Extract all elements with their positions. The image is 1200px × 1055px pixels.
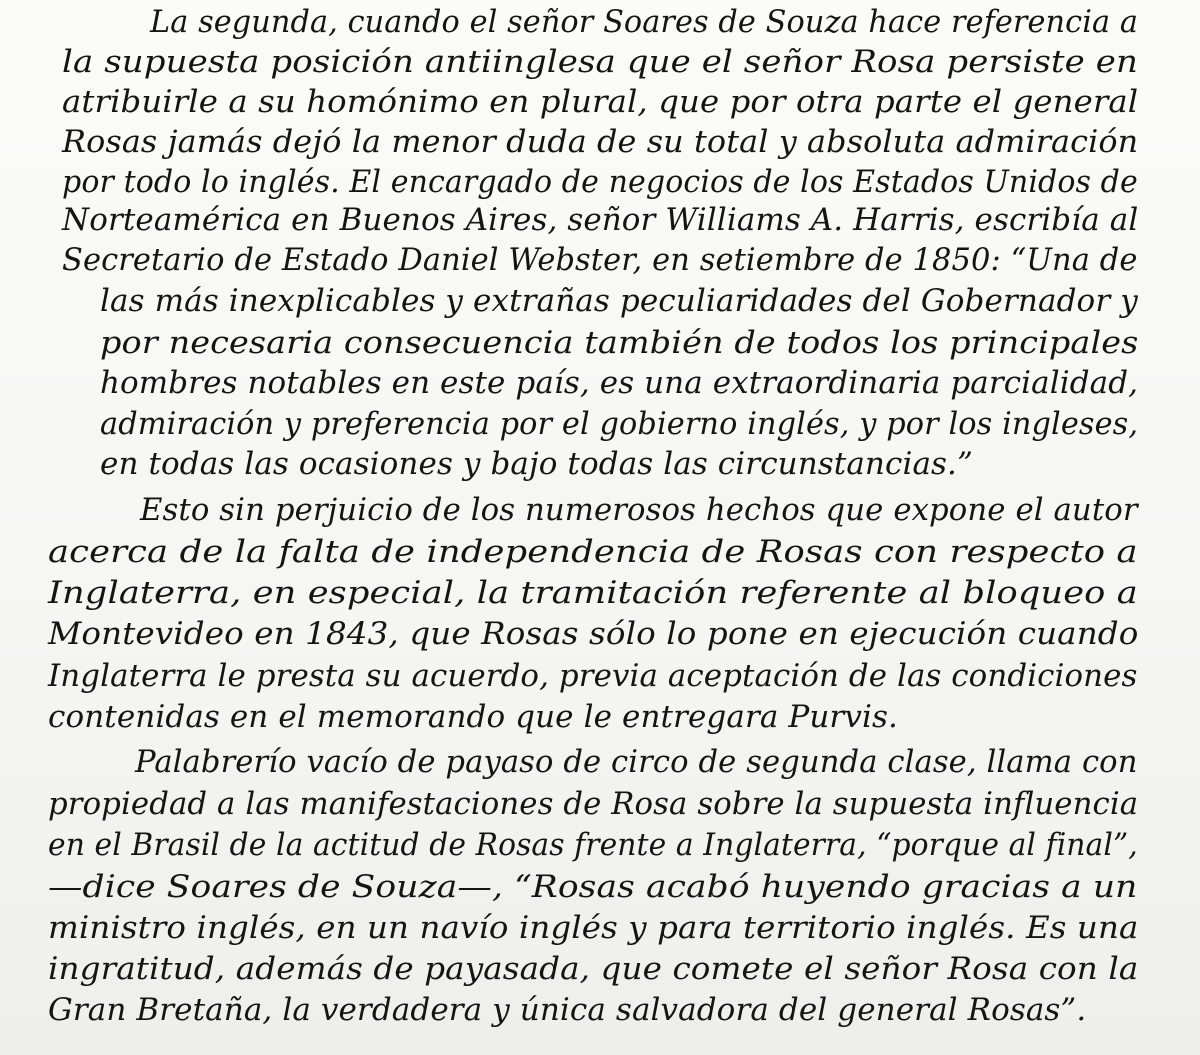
text-line: atribuirle a su homónimo en plural, que por otra parte el general (62, 84, 1139, 120)
text-line: ministro inglés, en un navío inglés y para territorio inglés. Es una (48, 910, 1139, 946)
text-line: Palabrerío vacío de payaso de circo de segunda clase, llama con (135, 744, 1138, 780)
quote-line: las más inexplicables y extrañas peculiaridades del Gobernador y (100, 283, 1138, 319)
text-line: en el Brasil de la actitud de Rosas frente a Inglaterra, “porque al final”, (48, 827, 1138, 863)
text-line: ingratitud, además de payasada, que comete el señor Rosa con la (48, 951, 1139, 987)
text-line: acerca de la falta de independencia de Rosas con respecto a (48, 534, 1138, 570)
text-line: la supuesta posición antiinglesa que el señor Rosa persiste en (62, 44, 1138, 80)
quote-line: por necesaria consecuencia también de todos los principales (100, 325, 1139, 361)
text-line: Montevideo en 1843, que Rosas sólo lo pone en ejecución cuando (48, 616, 1139, 652)
text-line: Norteamérica en Buenos Aires, señor Williams A. Harris, escribía al (62, 202, 1139, 238)
text-line: contenidas en el memorando que le entregara Purvis. (48, 699, 898, 735)
text-line: La segunda, cuando el señor Soares de Souza hace referencia a (150, 4, 1139, 40)
text-line: Rosas jamás dejó la menor duda de su total y absoluta admiración (62, 124, 1139, 160)
text-line: propiedad a las manifestaciones de Rosa sobre la supuesta influencia (48, 786, 1139, 822)
quote-line: en todas las ocasiones y bajo todas las circunstancias.” (100, 446, 973, 482)
text-line: por todo lo inglés. El encargado de negocios de los Estados Unidos de (62, 164, 1138, 200)
text-line: —dice Soares de Souza—, “Rosas acabó huyendo gracias a un (48, 869, 1138, 905)
quote-line: admiración y preferencia por el gobierno inglés, y por los ingleses, (100, 406, 1139, 442)
text-line: Secretario de Estado Daniel Webster, en setiembre de 1850: “Una de (62, 242, 1138, 278)
text-line: Inglaterra le presta su acuerdo, previa aceptación de las condiciones (48, 658, 1138, 694)
text-line: Esto sin perjuicio de los numerosos hechos que expone el autor (140, 492, 1138, 528)
text-line: Gran Bretaña, la verdadera y única salvadora del general Rosas”. (48, 992, 1087, 1028)
text-line: Inglaterra, en especial, la tramitación referente al bloqueo a (48, 575, 1138, 611)
quote-line: hombres notables en este país, es una extraordinaria parcialidad, (100, 365, 1139, 401)
